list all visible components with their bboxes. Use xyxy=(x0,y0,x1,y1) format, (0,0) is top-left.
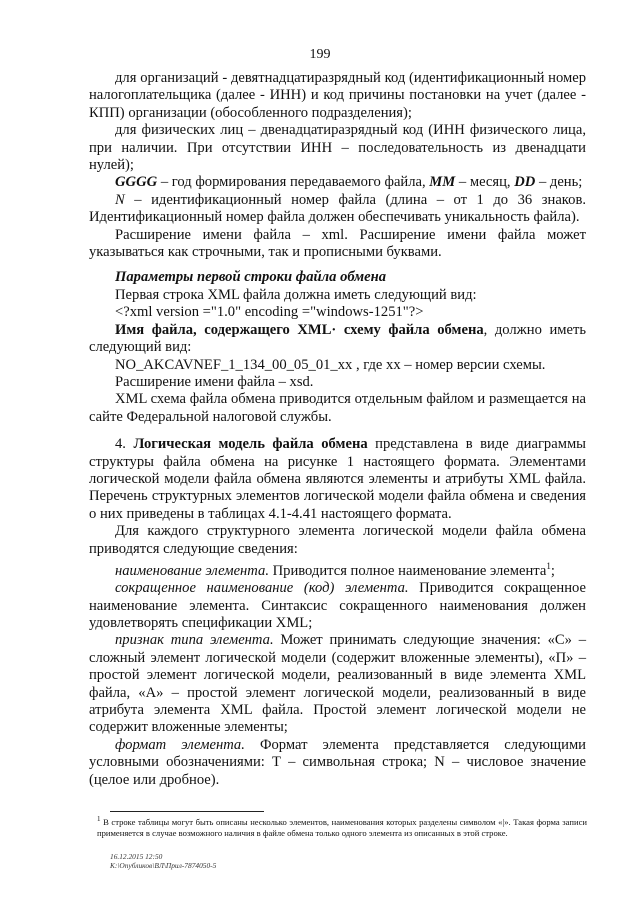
paragraph-element-name xyxy=(89,558,586,580)
footnote xyxy=(97,814,587,839)
year-code: GGGG xyxy=(115,174,158,191)
footnote-ref: 1 xyxy=(546,560,551,571)
section-number: 4. xyxy=(115,436,134,453)
heading-text: Параметры первой строки файла обмена xyxy=(115,269,387,286)
footnote-marker: 1 xyxy=(97,815,101,823)
logical-model-text: представлена в виде диаграммы структуры файла обмена на рисунке 1 настоящего формата. Элементами логической модели файла обмена являются элементы и атрибуты XML файла. Перечень структурных элементов логической модели файла обмена и сведения о них приведены в таблицах 4.1-4.41 настоящего формата. xyxy=(89,436,586,522)
paragraph-element-type xyxy=(89,632,586,736)
paragraph-element-format xyxy=(89,737,586,789)
document-body xyxy=(89,70,586,789)
schema-name-text: , должно иметь следующий вид: xyxy=(89,321,586,356)
paragraph-schema-name xyxy=(89,322,586,357)
year-text: – год формирования передаваемого файла, xyxy=(157,174,430,191)
paragraph-schema-location: XML схема файла обмена приводится отдельным файлом и размещается на сайте Федеральной налоговой службы. xyxy=(89,391,586,425)
paragraph-organizations: для организаций - девятнадцатиразрядный код (идентификационный номер налогоплательщика (далее - ИНН) и код причины постановки на учет (далее - КПП) организации (обособленного подразделения); xyxy=(89,70,586,121)
page-number: 199 xyxy=(309,47,331,62)
paragraph-first-line: Первая строка XML файла должна иметь следующий вид: xyxy=(115,286,477,303)
logical-model-bold: Логическая модель файла обмена xyxy=(133,436,368,453)
footnote-body: В строке таблицы могут быть описаны несколько элементов, наименования которых разделены символом «|». Такая форма записи применяется в случае возможного наличия в файле обмена только одного элемента из описанных в этой строке. xyxy=(97,816,587,839)
element-code-term: сокращенное наименование (код) элемента. xyxy=(115,580,409,597)
paragraph-logical-model xyxy=(89,436,586,523)
file-stamp xyxy=(110,852,216,870)
file-id-text: – идентификационный номер файла (длина – от 1 до 36 знаков. Идентификационный номер файла должен обеспечивать уникальность файла). xyxy=(89,191,586,226)
element-format-text: Формат элемента представляется следующими условными обозначениями: Т – символьная строка; N – числовое значение (целое или дробное). xyxy=(89,736,586,788)
paragraph-element-info: Для каждого структурного элемента логической модели файла обмена приводятся следующие сведения: xyxy=(89,523,586,557)
element-type-term: признак типа элемента. xyxy=(115,632,274,649)
element-format-term: формат элемента. xyxy=(115,736,245,753)
month-text: – месяц, xyxy=(455,174,515,191)
stamp-date: 16.12.2015 12:50 xyxy=(110,852,163,861)
paragraph-individuals: для физических лиц – двенадцатиразрядный код (ИНН физического лица, при наличии. При отсутствии ИНН – последовательность из двенадцати нулей); xyxy=(89,122,586,174)
element-code-text: Приводится сокращенное наименование элемента. Синтаксис сокращенного наименования должен удовлетворять спецификации XML; xyxy=(89,580,586,632)
xml-declaration: <?xml version ="1.0" encoding ="windows-1251"?> xyxy=(115,304,424,321)
element-name-term: наименование элемента. xyxy=(115,562,269,579)
paragraph-element-code xyxy=(89,580,586,632)
file-id-code: N xyxy=(115,191,125,208)
footnote-separator xyxy=(110,811,264,812)
day-code: DD xyxy=(514,174,536,191)
element-type-text: Может принимать следующие значения: «С» – сложный элемент логической модели (содержит вложенные элементы), «П» – простой элемент логической модели, реализованный в виде элемента XML файла, «А» – простой элемент логической модели, реализованный в виде атрибута элемента XML файла. Простой элемент логической модели не содержит вложенные элементы; xyxy=(89,632,586,736)
paragraph-schema-extension: Расширение имени файла – xsd. xyxy=(115,373,314,390)
day-text: – день; xyxy=(535,174,583,191)
paragraph-extension: Расширение имени файла – xml. Расширение имени файла может указываться как строчными, так и прописными буквами. xyxy=(89,226,586,261)
month-code: MM xyxy=(429,174,456,191)
schema-file-name: NO_AKCAVNEF_1_134_00_05_01_xx , где хх – номер версии схемы. xyxy=(115,356,546,373)
paragraph-date-format xyxy=(89,174,586,191)
paragraph-file-id xyxy=(89,192,586,227)
stamp-path: К:\Опубликов\ВЛ\Прил-7874050-5 xyxy=(110,861,217,870)
footnote-text xyxy=(97,814,587,839)
element-name-end: ; xyxy=(550,562,555,579)
section-heading-first-line xyxy=(89,269,586,286)
schema-name-bold: Имя файла, содержащего XML· схему файла обмена xyxy=(115,321,484,338)
element-name-text: Приводится полное наименование элемента xyxy=(268,562,547,579)
